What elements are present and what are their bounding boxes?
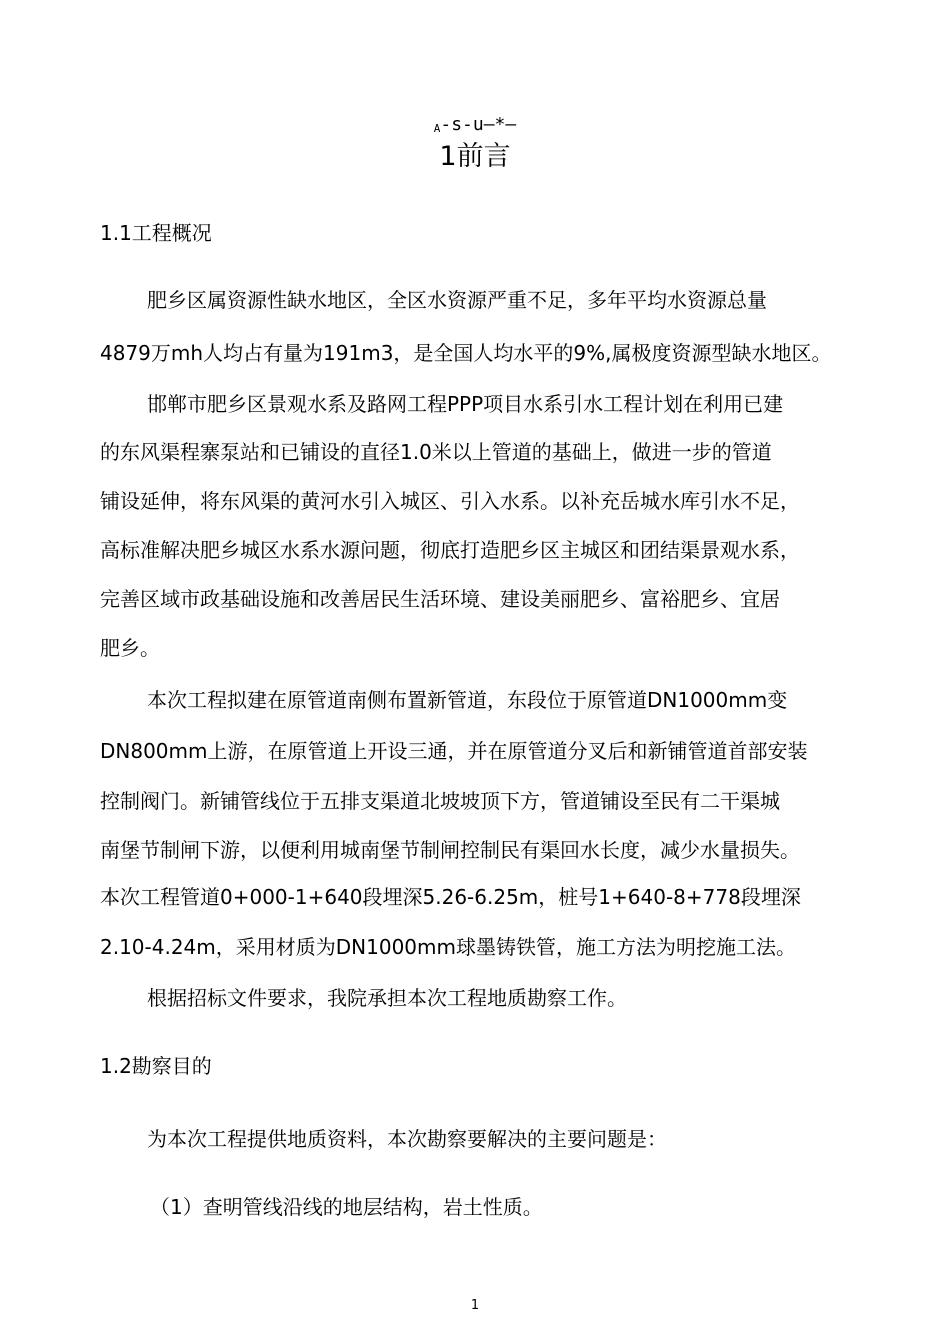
paragraph-line: 根据招标文件要求，我院承担本次工程地质勘察工作。 — [147, 986, 627, 1010]
paragraph-line: 控制阀门。新铺管线位于五排支渠道北坡坡顶下方，管道铺设至民有二干渠城 — [100, 789, 780, 813]
paragraph-line: 为本次工程提供地质资料，本次勘察要解决的主要问题是： — [147, 1127, 667, 1151]
paragraph-line: 邯郸市肥乡区景观水系及路网工程PPP项目水系引水工程计划在利用已建 — [147, 392, 784, 416]
paragraph-line: 本次工程拟建在原管道南侧布置新管道，东段位于原管道DN1000mm变 — [147, 688, 788, 712]
paragraph-line: 高标准解决肥乡城区水系水源问题，彻底打造肥乡区主城区和团结渠景观水系， — [100, 538, 800, 562]
paragraph-line: 2.10-4.24m，采用材质为DN1000mm球墨铸铁管，施工方法为明挖施工法。 — [100, 935, 796, 959]
paragraph-line: 南堡节制闸下游，以便利用城南堡节制闸控制民有渠回水长度，减少水量损失。 — [100, 838, 800, 862]
paragraph-line: 铺设延伸，将东风渠的黄河水引入城区、引入水系。以补充岳城水库引水不足， — [100, 489, 800, 513]
paragraph-line: 完善区域市政基础设施和改善居民生活环境、建设美丽肥乡、富裕肥乡、宜居 — [100, 587, 780, 611]
paragraph-line: DN800mm上游，在原管道上开设三通，并在原管道分叉后和新铺管道首部安装 — [100, 739, 808, 763]
paragraph-line: 本次工程管道0+000-1+640段埋深5.26-6.25m，桩号1+640-8+778段埋深 — [100, 885, 801, 909]
paragraph-line: 的东风渠程寨泵站和已铺设的直径1.0米以上管道的基础上，做进一步的管道 — [100, 440, 772, 464]
list-item: （1）查明管线沿线的地层结构，岩土性质。 — [150, 1195, 543, 1219]
paragraph-line: 4879万mh人均占有量为191m3，是全国人均水平的9%,属极度资源型缺水地区。 — [100, 341, 832, 365]
section-heading-1-2: 1.2勘察目的 — [100, 1054, 212, 1078]
header-mark — [0, 114, 950, 140]
section-heading-1-1: 1.1工程概况 — [100, 221, 212, 245]
header-mark-prefix: A — [433, 122, 441, 135]
page-number: 1 — [470, 1298, 480, 1313]
paragraph-line: 肥乡。 — [100, 636, 160, 660]
header-mark-text: -s-u—*— — [440, 114, 517, 135]
chapter-title: 1前言 — [439, 141, 511, 172]
paragraph-line: 肥乡区属资源性缺水地区，全区水资源严重不足，多年平均水资源总量 — [147, 288, 767, 312]
